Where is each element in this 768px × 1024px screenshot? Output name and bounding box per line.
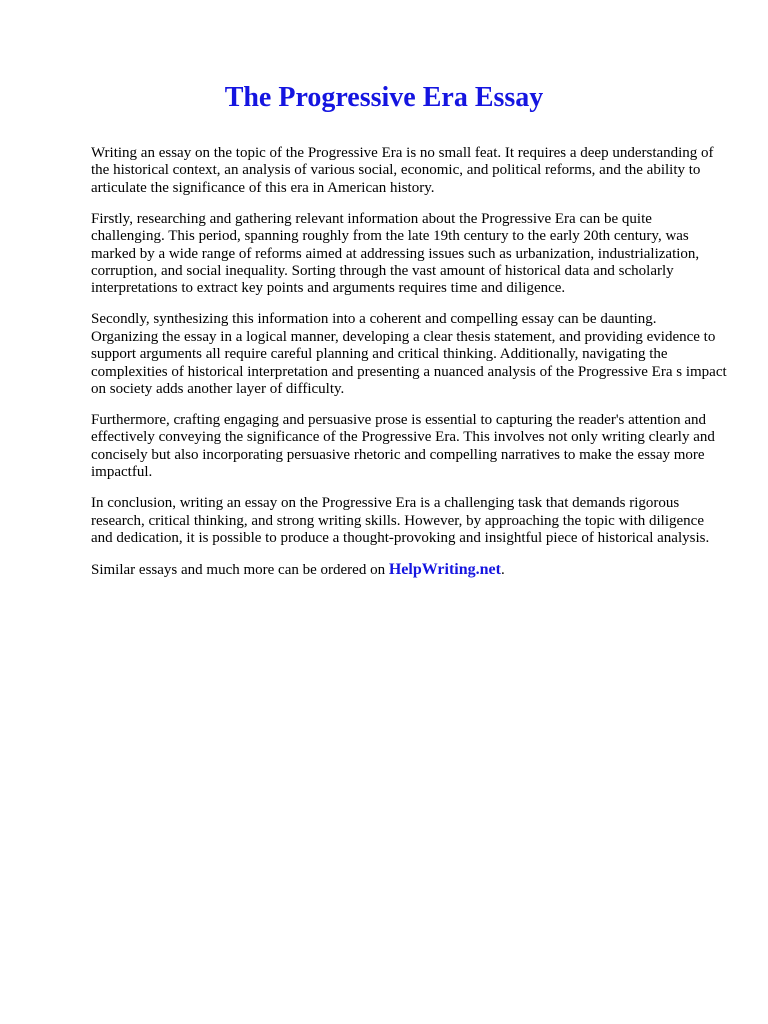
closing-line (91, 561, 727, 579)
paragraph-intro: Writing an essay on the topic of the Progressive Era is no small feat. It requires a deep understanding of the historical context, an analysis of various social, economic, and political reforms, and the ability to articulate the significance of this era in American history. (91, 145, 714, 196)
closing-prefix: Similar essays and much more can be ordered on (91, 562, 389, 579)
paragraph-secondly: Secondly, synthesizing this information into a coherent and compelling essay can be daunting. Organizing the essay in a logical manner, developing a clear thesis statement, and providing evidence to support arguments all require careful planning and critical thinking. Additionally, navigating the complexities of historical interpretation and presenting a nuanced analysis of the Progressive Era s impact on society adds another layer of difficulty. (91, 311, 727, 398)
closing-suffix: . (500, 562, 505, 579)
helpwriting-link[interactable]: HelpWriting.net (388, 561, 501, 579)
paragraph-conclusion: In conclusion, writing an essay on the Progressive Era is a challenging task that demands rigorous research, critical thinking, and strong writing skills. However, by approaching the topic with diligence and dedication, it is possible to produce a thought-provoking and insightful piece of historical analysis. (91, 495, 710, 547)
essay-title: The Progressive Era Essay (224, 82, 544, 113)
essay-body (91, 145, 727, 580)
paragraph-furthermore: Furthermore, crafting engaging and persuasive prose is essential to capturing the reader's attention and effectively conveying the significance of the Progressive Era. This involves not only writing clearly and concisely but also incorporating persuasive rhetoric and compelling narratives to make the essay more impactful. (91, 412, 715, 481)
paragraph-firstly: Firstly, researching and gathering relevant information about the Progressive Era can be quite challenging. This period, spanning roughly from the late 19th century to the early 20th century, was marked by a wide range of reforms aimed at addressing issues such as urbanization, industrialization, corruption, and social inequality. Sorting through the vast amount of historical data and scholarly interpretations to extract key points and arguments requires time and diligence. (91, 210, 700, 297)
